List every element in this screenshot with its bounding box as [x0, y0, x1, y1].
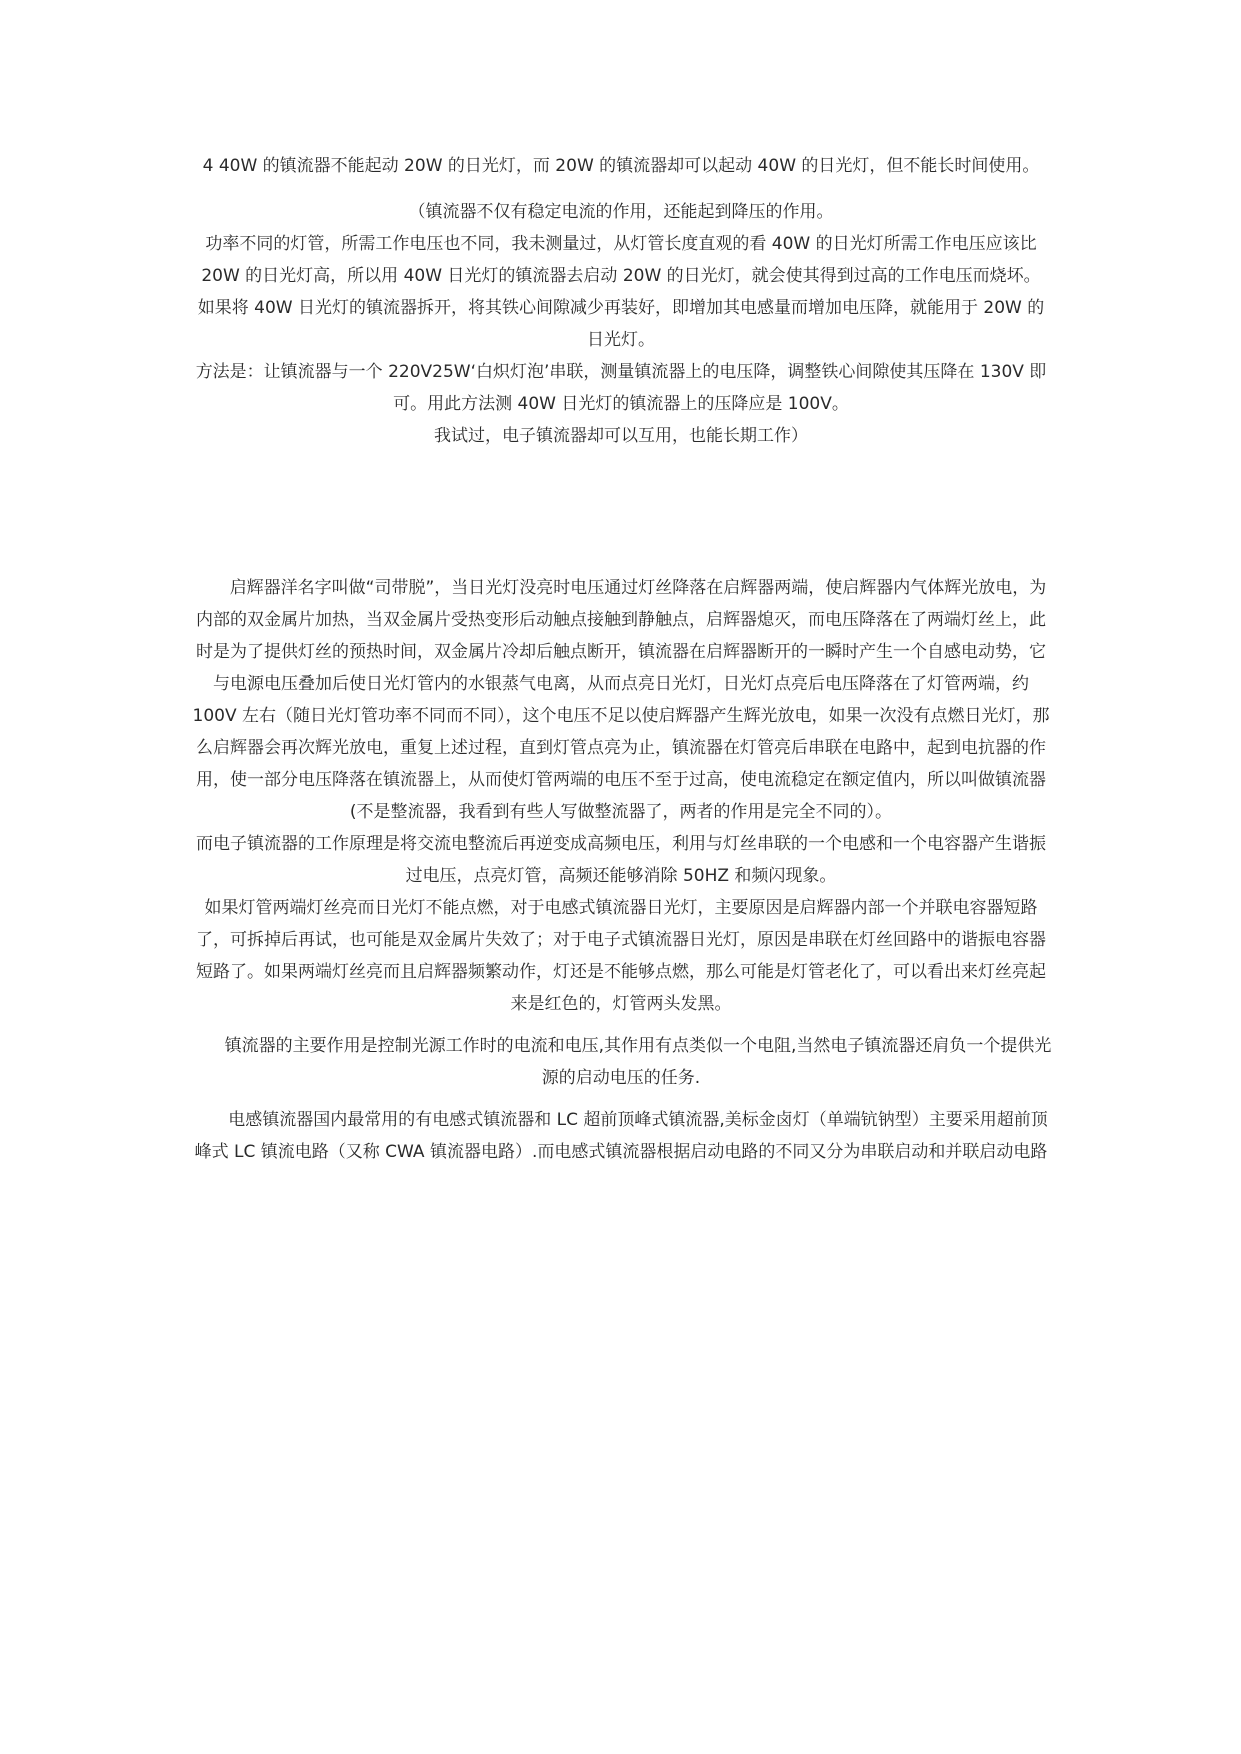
- paragraph-troubleshooting: 如果灯管两端灯丝亮而日光灯不能点燃，对于电感式镇流器日光灯，主要原因是启辉器内部一个并联电容器短路了，可拆掉后再试，也可能是双金属片失效了；对于电子式镇流器日光灯，原因是串联在灯丝回路中的谐振电容器短路了。如果两端灯丝亮而且启辉器频繁动作，灯还是不能够点燃，那么可能是灯管老化了，可以看出来灯丝亮起来是红色的，灯管两头发黑。: [196, 898, 1046, 1014]
- document-page: [190, 150, 1052, 1168]
- paragraph-measurement-method: 方法是：让镇流器与一个 220V25W‘白炽灯泡’串联，测量镇流器上的电压降，调整铁心间隙使其压降在 130V 即可。用此方法测 40W 日光灯的镇流器上的压降应是 100V。: [195, 362, 1047, 414]
- paragraph-electronic-ballast-principle: 而电子镇流器的工作原理是将交流电整流后再逆变成高频电压，利用与灯丝串联的一个电感和一个电容器产生谐振过电压，点亮灯管，高频还能够消除 50HZ 和频闪现象。: [196, 834, 1046, 886]
- paragraph-inductive-ballast-types: 电感镇流器国内最常用的有电感式镇流器和 LC 超前顶峰式镇流器,美标金卤灯（单端钪钠型）主要采用超前顶峰式 LC 镇流电路（又称 CWA 镇流器电路）.而电感式镇流器根据启动电路的不同又分为串联启动和并联启动电路: [194, 1110, 1048, 1162]
- paragraph-electronic-ballast-note: 我试过，电子镇流器却可以互用，也能长期工作）: [434, 426, 808, 446]
- paragraph-ballast-compatibility: 4 40W 的镇流器不能起动 20W 的日光灯，而 20W 的镇流器却可以起动 40W 的日光灯，但不能长时间使用。: [202, 156, 1040, 176]
- paragraph-ballast-function: 镇流器的主要作用是控制光源工作时的电流和电压,其作用有点类似一个电阻,当然电子镇流器还肩负一个提供光源的启动电压的任务.: [224, 1036, 1052, 1088]
- paragraph-modify-core-gap: 如果将 40W 日光灯的镇流器拆开，将其铁心间隙减少再装好，即增加其电感量而增加电压降，就能用于 20W 的日光灯。: [197, 298, 1045, 350]
- paragraph-starter-principle: 启辉器洋名字叫做“司带脱”，当日光灯没亮时电压通过灯丝降落在启辉器两端，使启辉器内气体辉光放电，为内部的双金属片加热，当双金属片受热变形后动触点接触到静触点，启辉器熄灭，而电压降落在了两端灯丝上，此时是为了提供灯丝的预热时间，双金属片冷却后触点断开，镇流器在启辉器断开的一瞬时产生一个自感电动势，它与电源电压叠加后使日光灯管内的水银蒸气电离，从而点亮日光灯，日光灯点亮后电压降落在了灯管两端，约 100V 左右（随日光灯管功率不同而不同），这个电压不足以使启辉器产生辉光放电，如果一次没有点燃日光灯，那么启辉器会再次辉光放电，重复上述过程，直到灯管点亮为止，镇流器在灯管亮后串联在电路中，起到电抗器的作用，使一部分电压降落在镇流器上，从而使灯管两端的电压不至于过高，使电流稳定在额定值内，所以叫做镇流器(不是整流器，我看到有些人写做整流器了，两者的作用是完全不同的）。: [192, 578, 1050, 822]
- paragraph-tube-power-difference: 功率不同的灯管，所需工作电压也不同，我未测量过，从灯管长度直观的看 40W 的日光灯所需工作电压应该比 20W 的日光灯高，所以用 40W 日光灯的镇流器去启动 20W 的日光灯，就会使其得到过高的工作电压而烧坏。: [201, 234, 1041, 286]
- paragraph-ballast-voltage-note: （镇流器不仅有稳定电流的作用，还能起到降压的作用。: [408, 202, 834, 222]
